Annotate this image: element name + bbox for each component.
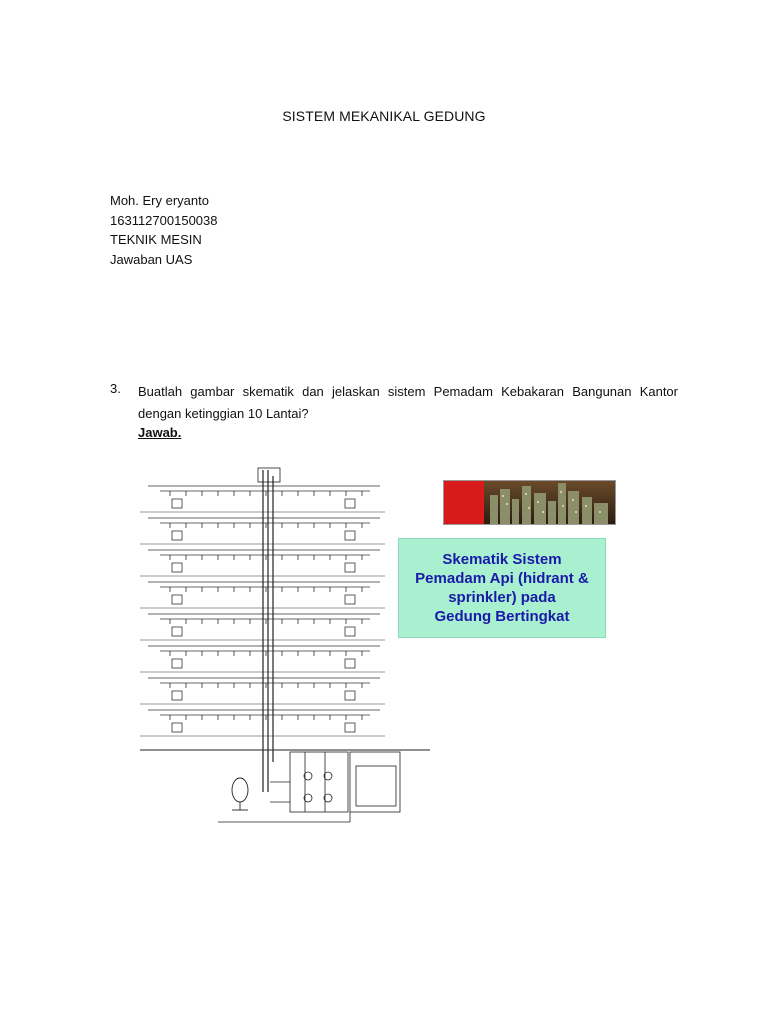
page-title: SISTEM MEKANIKAL GEDUNG: [282, 108, 486, 124]
city-skyline-banner: [443, 480, 616, 525]
bottom-pipe: [218, 812, 350, 822]
schematic-caption: Skematik Sistem Pemadam Api (hidrant & sprinkler) pada Gedung Bertingkat: [415, 551, 589, 625]
fire-system-schematic: [140, 462, 440, 828]
answer-label: Jawab.: [138, 425, 182, 440]
pump-room: [270, 752, 400, 812]
student-id: 163112700150038: [110, 212, 218, 228]
author-name: Moh. Ery eryanto: [110, 193, 209, 208]
document-type: Jawaban UAS: [110, 251, 193, 267]
main-riser: [258, 468, 280, 792]
author-info: [110, 191, 218, 269]
department: TEKNIK MESIN: [110, 232, 202, 247]
schematic-caption-box: [398, 538, 606, 638]
question-number: 3.: [110, 381, 121, 396]
pressure-tank: [232, 778, 248, 810]
question-text: Buatlah gambar skematik dan jelaskan sistem Pemadam Kebakaran Bangunan Kantor dengan ketinggian 10 Lantai?: [138, 384, 678, 421]
